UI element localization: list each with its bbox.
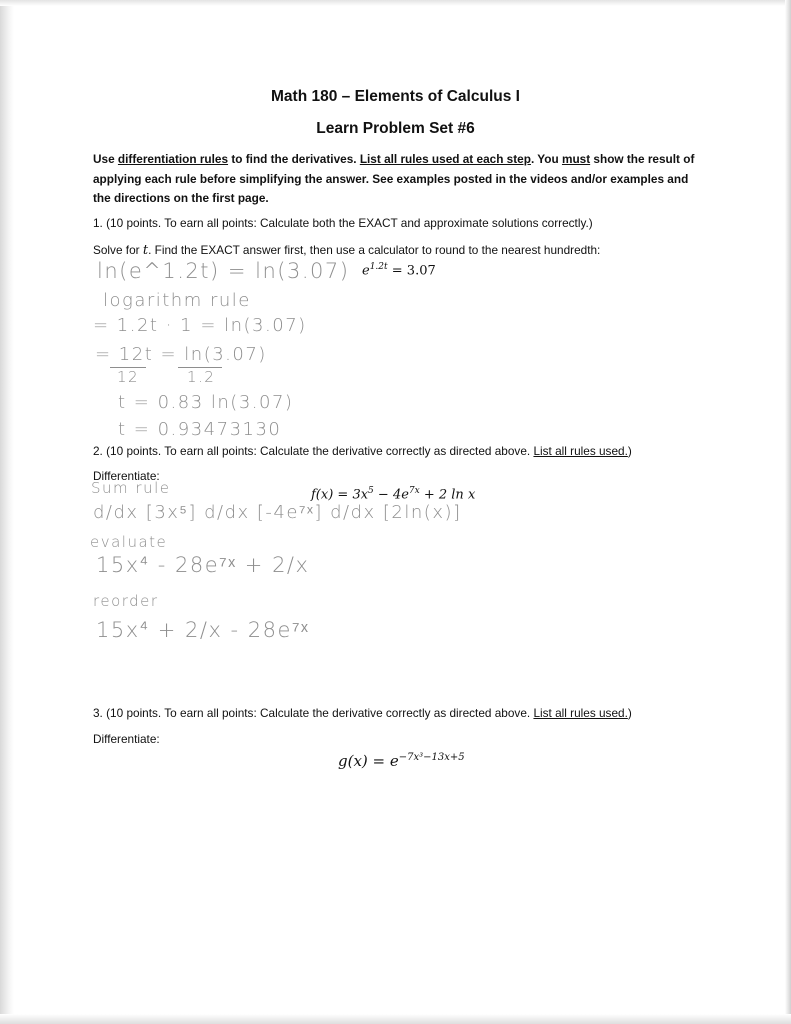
page-shadow-bottom xyxy=(0,1014,791,1024)
instr-underlined-must: must xyxy=(561,152,591,166)
p2-heading-underlined: List all rules used. xyxy=(533,444,628,458)
p3-heading-b: ) xyxy=(627,706,632,720)
problem1-heading: 1. (10 points. To earn all points: Calculate both the EXACT and approximate solutions correctly.) xyxy=(93,216,593,230)
hw2-line-6: 15x⁴ + 2/x - 28e⁷ˣ xyxy=(96,618,310,642)
problem1-equation xyxy=(362,262,436,278)
instr-text-3: . You xyxy=(530,152,562,166)
p2-heading-a: 2. (10 points. To earn all points: Calculate the derivative correctly as directed above. xyxy=(93,444,534,458)
p1-prompt-b: . Find the EXACT answer first, then use a calculator to round to the nearest hundredth: xyxy=(148,243,601,257)
problem2-prompt: Differentiate: xyxy=(93,469,160,483)
p1-eq-rhs: = 3.07 xyxy=(387,263,436,279)
p3-fn-lhs: g(x) = e xyxy=(338,752,399,770)
instr-text-1: Use xyxy=(93,152,118,166)
p1-eq-base: e xyxy=(362,263,370,279)
hw2-line-5: reorder xyxy=(93,592,159,610)
problem3-heading xyxy=(93,706,632,720)
hw1-line-4-den-left: 12 xyxy=(117,368,140,386)
hw2-line-4: 15x⁴ - 28e⁷ˣ + 2/x xyxy=(96,553,310,577)
p2-fn-exp1: 5 xyxy=(368,486,374,496)
page-shadow-right xyxy=(785,0,791,1024)
problem3-prompt: Differentiate: xyxy=(93,732,160,746)
problem2-function xyxy=(311,486,475,502)
set-title: Learn Problem Set #6 xyxy=(316,120,475,137)
hw1-line-5: t = 0.83 ln(3.07) xyxy=(118,392,294,413)
p2-fn-exp2: 7x xyxy=(408,486,420,496)
hw1-line-2: logarithm rule xyxy=(103,290,251,311)
p1-prompt-a: Solve for xyxy=(93,243,143,257)
hw1-line-1: ln(e^1.2t) = ln(3.07) xyxy=(97,259,350,283)
instr-text-4: show the result of xyxy=(590,152,695,166)
instructions-line-3: the directions on the first page. xyxy=(93,191,269,205)
p2-fn-rhs: + 2 ln x xyxy=(419,487,476,503)
instr-underlined-list: List all rules used at each step xyxy=(359,152,531,166)
hw2-line-2: d/dx [3x⁵] d/dx [-4e⁷ˣ] d/dx [2ln(x)] xyxy=(93,502,462,523)
hw1-line-4-den-right: 1.2 xyxy=(187,368,216,386)
hw1-line-6: t = 0.93473130 xyxy=(118,419,282,440)
p3-heading-underlined: List all rules used. xyxy=(533,706,628,720)
hw2-line-3: evaluate xyxy=(90,533,168,551)
problem2-heading xyxy=(93,444,632,458)
instr-text-2: to find the derivatives. xyxy=(228,152,360,166)
p2-fn-mid: − 4e xyxy=(373,487,409,503)
p2-fn-lhs: f(x) = 3x xyxy=(311,487,369,503)
problem1-prompt xyxy=(93,243,600,258)
p2-heading-b: ) xyxy=(627,444,632,458)
instructions-line-1 xyxy=(93,149,694,169)
p3-fn-exp: −7x³−13x+5 xyxy=(398,752,465,763)
p1-prompt-var: t xyxy=(142,243,149,258)
instr-underlined-rules: differentiation rules xyxy=(117,152,229,166)
problem3-function xyxy=(338,752,465,770)
page-shadow-left xyxy=(0,0,14,1024)
hw1-line-4: = 12t = ln(3.07) xyxy=(95,344,267,365)
hw1-line-3: = 1.2t · 1 = ln(3.07) xyxy=(93,315,307,336)
instructions-line-2: applying each rule before simplifying the answer. See examples posted in the videos and/or examples and xyxy=(93,172,689,186)
course-title: Math 180 – Elements of Calculus I xyxy=(271,88,520,105)
hw2-line-1: Sum rule xyxy=(91,479,171,497)
p1-eq-exp: 1.2t xyxy=(369,262,388,272)
p3-heading-a: 3. (10 points. To earn all points: Calculate the derivative correctly as directed above. xyxy=(93,706,534,720)
page-shadow-top xyxy=(0,0,791,6)
